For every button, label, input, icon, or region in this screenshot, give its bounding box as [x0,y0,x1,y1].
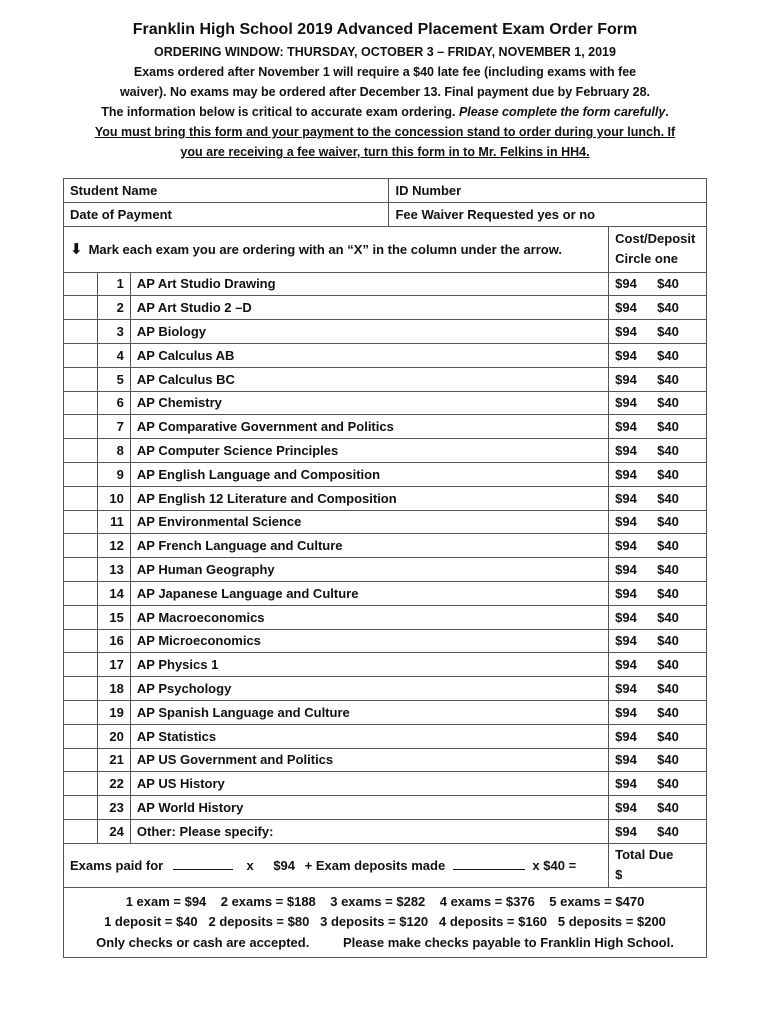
exam-name: AP Chemistry [130,391,608,415]
exam-cost[interactable]: $94 [615,681,637,697]
exam-mark-cell[interactable] [64,534,98,558]
exam-price-cell[interactable] [609,724,707,748]
exam-number: 16 [97,629,130,653]
exam-row [64,486,707,510]
late-fee-line-2: waiver). No exams may be ordered after December 13. Final payment due by February 28. [119,85,651,99]
exam-row [64,462,707,486]
exam-deposit[interactable]: $40 [657,300,679,316]
exam-number: 4 [97,343,130,367]
exam-price-cell[interactable] [609,653,707,677]
exam-cost[interactable]: $94 [615,276,637,292]
exam-cost[interactable]: $94 [615,395,637,411]
exam-mark-cell[interactable] [64,724,98,748]
exam-price-cell[interactable] [609,415,707,439]
exam-mark-cell[interactable] [64,367,98,391]
exams-paid-for-blank[interactable] [173,857,233,870]
exam-number: 20 [97,724,130,748]
exam-name: AP Biology [130,320,608,344]
exam-deposit[interactable]: $40 [657,466,679,482]
exam-cost[interactable]: $94 [615,490,637,506]
exam-mark-cell[interactable] [64,343,98,367]
exam-number: 5 [97,367,130,391]
deposit-calc-label: x $40 = [532,858,577,874]
exam-name: AP English 12 Literature and Composition [130,486,608,510]
exam-number: 8 [97,439,130,463]
exam-row [64,700,707,724]
exam-price-cell[interactable] [609,558,707,582]
exam-row [64,343,707,367]
exam-deposit[interactable]: $40 [657,752,679,768]
order-form-table [63,178,707,958]
student-name-field[interactable]: Student Name [64,179,389,203]
plus-deposits-label: + Exam deposits made [304,858,446,874]
price-guide [64,887,707,958]
ordering-window: ORDERING WINDOW: THURSDAY, OCTOBER 3 – FRIDAY, NOVEMBER 1, 2019 [154,45,616,59]
exam-name: AP World History [130,796,608,820]
exam-mark-cell[interactable] [64,439,98,463]
exam-cost[interactable]: $94 [615,466,637,482]
exam-price-cell[interactable] [609,581,707,605]
payment-info-row [64,202,707,226]
mark-instructions-text: Mark each exam you are ordering with an “X” in the column under the arrow. [88,242,562,258]
exam-name: AP Art Studio 2 –D [130,296,608,320]
payment-note [70,933,700,954]
exam-price-cell[interactable] [609,272,707,296]
exam-row [64,653,707,677]
exam-mark-cell[interactable] [64,677,98,701]
exam-number: 19 [97,700,130,724]
info-end: . [665,105,669,119]
exam-row [64,724,707,748]
exam-price-cell[interactable] [609,605,707,629]
exam-price: $94 [273,858,296,874]
exam-cost[interactable]: $94 [615,609,637,625]
exam-row [64,320,707,344]
exam-row [64,629,707,653]
exam-deposit[interactable]: $40 [657,728,679,744]
bring-form-line-1: You must bring this form and your payment to the concession stand to order during your lunch. If [94,125,676,139]
exam-mark-cell[interactable] [64,700,98,724]
exam-cost[interactable]: $94 [615,300,637,316]
exam-number: 17 [97,653,130,677]
exam-mark-cell[interactable] [64,796,98,820]
exam-name: AP Macroeconomics [130,605,608,629]
exam-price-cell[interactable] [609,343,707,367]
exam-number: 2 [97,296,130,320]
id-number-field[interactable]: ID Number [389,179,707,203]
exam-price-cell[interactable] [609,629,707,653]
info-emphasis: Please complete the form carefully [458,105,666,119]
exam-mark-cell[interactable] [64,748,98,772]
exam-mark-cell[interactable] [64,391,98,415]
down-arrow-icon: ⬇ [70,241,83,259]
exam-mark-cell[interactable] [64,653,98,677]
exam-price-cell[interactable] [609,677,707,701]
exam-price-cell[interactable] [609,748,707,772]
exam-number: 24 [97,819,130,843]
exam-row [64,819,707,843]
exam-deposit[interactable]: $40 [657,443,679,459]
exam-number: 1 [97,272,130,296]
exam-number: 13 [97,558,130,582]
exam-cost[interactable]: $94 [615,657,637,673]
date-of-payment-field[interactable]: Date of Payment [64,202,389,226]
cost-deposit-header [609,226,707,272]
total-due-label: Total Due [615,847,674,863]
exams-paid-for-label: Exams paid for [70,858,164,874]
exam-name: AP French Language and Culture [130,534,608,558]
exam-row [64,510,707,534]
exam-name: AP Statistics [130,724,608,748]
exam-row [64,272,707,296]
total-due-cell[interactable] [609,843,707,887]
fee-waiver-field[interactable]: Fee Waiver Requested yes or no [389,202,707,226]
exam-cost[interactable]: $94 [615,585,637,601]
exam-name: AP Computer Science Principles [130,439,608,463]
exam-mark-cell[interactable] [64,415,98,439]
exam-price-cell[interactable] [609,772,707,796]
exam-deposit[interactable]: $40 [657,657,679,673]
exam-price-cell[interactable] [609,391,707,415]
exam-name: AP Microeconomics [130,629,608,653]
exam-name: AP US Government and Politics [130,748,608,772]
exam-price-cell[interactable] [609,462,707,486]
exam-name: AP Environmental Science [130,510,608,534]
student-info-row [64,179,707,203]
exam-number: 15 [97,605,130,629]
exam-mark-cell[interactable] [64,486,98,510]
exam-cost[interactable]: $94 [615,776,637,792]
exam-name: AP Calculus BC [130,367,608,391]
exam-name: AP English Language and Composition [130,462,608,486]
exam-row [64,439,707,463]
exam-name: Other: Please specify: [130,819,608,843]
exam-cost[interactable]: $94 [615,562,637,578]
exam-price-cell[interactable] [609,534,707,558]
exam-name: AP Physics 1 [130,653,608,677]
circle-one-label: Circle one [615,251,678,267]
exam-mark-cell[interactable] [64,510,98,534]
exam-deposit[interactable]: $40 [657,490,679,506]
exam-cost[interactable]: $94 [615,514,637,530]
exam-cost[interactable]: $94 [615,324,637,340]
exam-mark-cell[interactable] [64,462,98,486]
exam-cost[interactable]: $94 [615,633,637,649]
late-fee-line-1: Exams ordered after November 1 will require a $40 late fee (including exams with fee [133,65,637,79]
exam-price-cell[interactable] [609,367,707,391]
exam-number: 14 [97,581,130,605]
exam-deposit[interactable]: $40 [657,514,679,530]
cost-deposit-label: Cost/Deposit [615,231,696,247]
exam-cost[interactable]: $94 [615,371,637,387]
exam-number: 23 [97,796,130,820]
exam-number: 3 [97,320,130,344]
mark-instructions [64,226,609,272]
info-line [0,102,770,122]
exam-deposit[interactable]: $40 [657,704,679,720]
totals-row [64,843,707,887]
exam-deposit[interactable]: $40 [657,633,679,649]
totals-calculation [64,843,609,887]
exam-deposit[interactable]: $40 [657,419,679,435]
exam-row [64,391,707,415]
exam-cost[interactable]: $94 [615,347,637,363]
deposit-price-guide: 1 deposit = $40 2 deposits = $80 3 deposits = $120 4 deposits = $160 5 deposits = $200 [104,914,666,930]
exam-name: AP US History [130,772,608,796]
exam-cost[interactable]: $94 [615,800,637,816]
exam-row [64,296,707,320]
exam-deposit[interactable]: $40 [657,681,679,697]
exam-mark-cell[interactable] [64,629,98,653]
exam-row [64,605,707,629]
bring-form-line-2: you are receiving a fee waiver, turn this form in to Mr. Felkins in HH4. [180,145,590,159]
exam-name: AP Human Geography [130,558,608,582]
times-sign: x [246,858,254,874]
exam-row [64,772,707,796]
exam-deposit[interactable]: $40 [657,562,679,578]
exam-deposit[interactable]: $40 [657,776,679,792]
price-guide-row [64,887,707,958]
exam-deposit[interactable]: $40 [657,800,679,816]
exam-mark-cell[interactable] [64,819,98,843]
exam-name: AP Japanese Language and Culture [130,581,608,605]
exam-price-cell[interactable] [609,439,707,463]
exam-number: 6 [97,391,130,415]
exam-deposit[interactable]: $40 [657,609,679,625]
form-header [0,18,770,162]
exam-name: AP Art Studio Drawing [130,272,608,296]
exam-number: 18 [97,677,130,701]
exam-deposit[interactable]: $40 [657,276,679,292]
exam-number: 10 [97,486,130,510]
exam-price-cell[interactable] [609,510,707,534]
checks-payable-note: Please make checks payable to Franklin High School. [342,934,674,950]
exam-name: AP Comparative Government and Politics [130,415,608,439]
exam-number: 11 [97,510,130,534]
exam-deposit[interactable]: $40 [657,395,679,411]
exam-row [64,796,707,820]
instructions-row [64,226,707,272]
exam-deposit[interactable]: $40 [657,538,679,554]
exam-deposit[interactable]: $40 [657,823,679,839]
exam-price-cell[interactable] [609,296,707,320]
info-text: The information below is critical to accurate exam ordering. [101,105,459,119]
exam-mark-cell[interactable] [64,605,98,629]
exam-cost[interactable]: $94 [615,823,637,839]
exam-cost[interactable]: $94 [615,538,637,554]
deposits-made-blank[interactable] [453,857,525,870]
exam-number: 12 [97,534,130,558]
exam-deposit[interactable]: $40 [657,347,679,363]
payment-methods-note: Only checks or cash are accepted. [96,934,310,950]
exam-mark-cell[interactable] [64,320,98,344]
exam-deposit[interactable]: $40 [657,324,679,340]
exam-row [64,581,707,605]
exam-price-cell[interactable] [609,796,707,820]
page-title: Franklin High School 2019 Advanced Placement Exam Order Form [132,21,638,38]
exam-price-cell[interactable] [609,700,707,724]
exam-mark-cell[interactable] [64,772,98,796]
total-due-dollar: $ [615,867,623,883]
exam-row [64,367,707,391]
exam-row [64,558,707,582]
exam-price-guide: 1 exam = $94 2 exams = $188 3 exams = $282 4 exams = $376 5 exams = $470 [125,893,645,909]
exam-name: AP Spanish Language and Culture [130,700,608,724]
exam-cost[interactable]: $94 [615,704,637,720]
exam-mark-cell[interactable] [64,581,98,605]
exam-number: 9 [97,462,130,486]
exam-mark-cell[interactable] [64,558,98,582]
exam-row [64,677,707,701]
exam-price-cell[interactable] [609,819,707,843]
exam-name: AP Calculus AB [130,343,608,367]
exam-deposit[interactable]: $40 [657,371,679,387]
exam-price-cell[interactable] [609,320,707,344]
exam-row [64,748,707,772]
exam-cost[interactable]: $94 [615,443,637,459]
exam-deposit[interactable]: $40 [657,585,679,601]
exam-mark-cell[interactable] [64,272,98,296]
exam-cost[interactable]: $94 [615,728,637,744]
exam-cost[interactable]: $94 [615,419,637,435]
exam-row [64,415,707,439]
exam-name: AP Psychology [130,677,608,701]
exam-number: 7 [97,415,130,439]
exam-cost[interactable]: $94 [615,752,637,768]
exam-number: 21 [97,748,130,772]
exam-row [64,534,707,558]
exam-price-cell[interactable] [609,486,707,510]
exam-number: 22 [97,772,130,796]
exam-mark-cell[interactable] [64,296,98,320]
